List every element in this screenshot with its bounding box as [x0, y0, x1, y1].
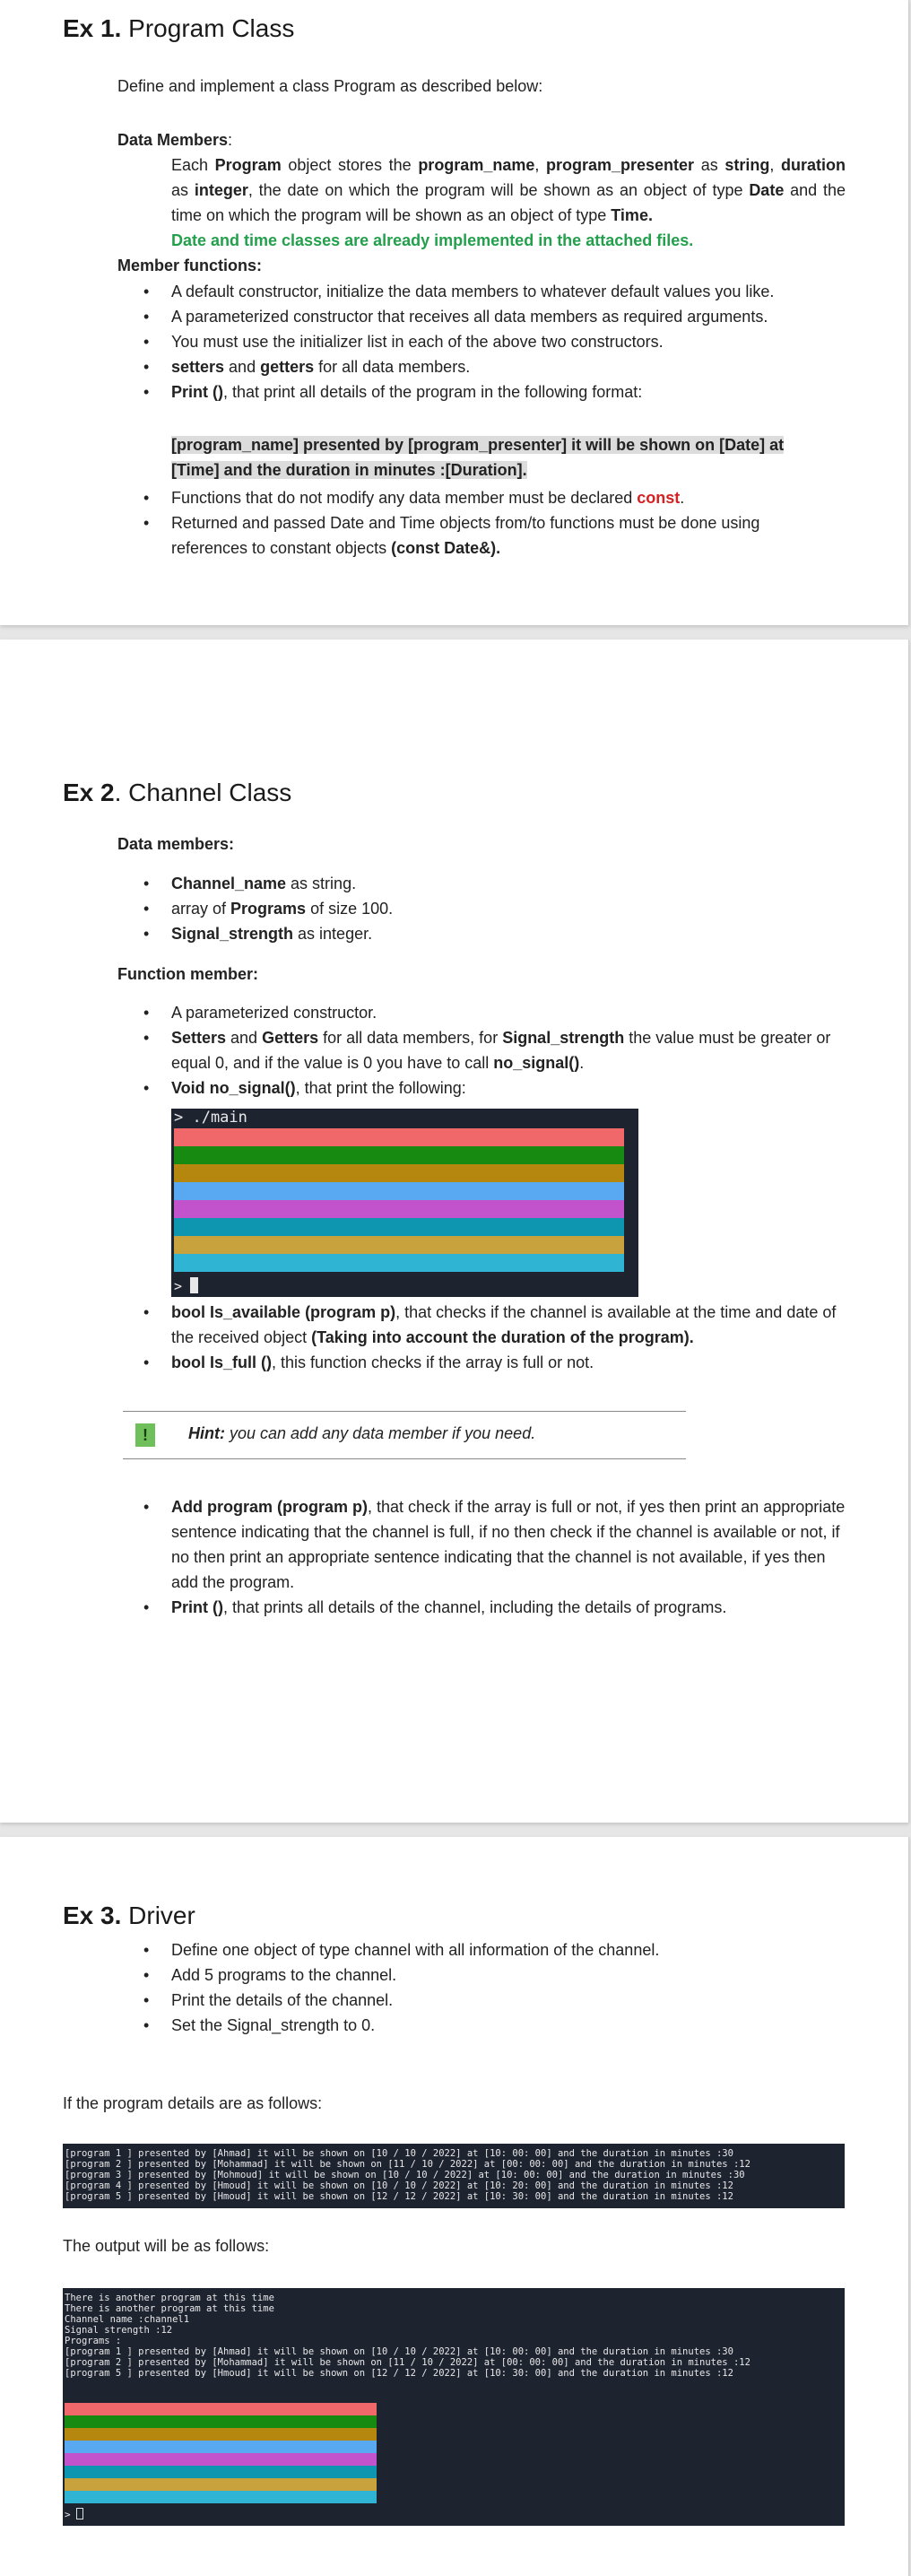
- list-item: • Set the Signal_strength to 0.: [117, 2013, 853, 2038]
- list-item: • Add 5 programs to the channel.: [117, 1962, 853, 1988]
- terminal-line: [program 5 ] presented by [Hmoud] it will be shown on [12 / 12 / 2022] at [10: 30: 00] and the duration in minutes :12: [65, 2191, 733, 2202]
- list-item: • array of Programs of size 100.: [117, 896, 853, 921]
- no-signal-terminal: [171, 1109, 638, 1297]
- list-item: • Print the details of the channel.: [117, 1988, 853, 2013]
- ex1-data-members-text: Each Program object stores the program_name, program_presenter as string, duration as integer, the date on which the program will be shown as an object of type Date and the time on which the program will be shown as an object of type Time. Date and time classes are already implemented in the attached files.: [171, 152, 846, 253]
- list-item: • bool Is_available (program p), that checks if the channel is available at the time and date of the received object (Taking into account the duration of the program).: [117, 1300, 853, 1350]
- terminal-cursor: [76, 2508, 83, 2519]
- terminal-line: [program 3 ] presented by [Mohmoud] it will be shown on [10 / 10 / 2022] at [10: 00: 00] and the duration in minutes :30: [65, 2170, 745, 2180]
- list-item: • setters and getters for all data members.: [117, 354, 853, 379]
- ex3-heading: Ex 3. Driver: [63, 1902, 195, 1929]
- ex2-heading: Ex 2. Channel Class: [63, 779, 292, 806]
- output-lines: [65, 2293, 750, 2379]
- terminal-line: [program 2 ] presented by [Mohammad] it will be shown on [11 / 10 / 2022] at [00: 00: 00] and the duration in minutes :12: [65, 2357, 750, 2368]
- page-3: [0, 1837, 909, 2576]
- color-bar: [174, 1254, 624, 1272]
- list-item: • Functions that do not modify any data member must be declared const.: [117, 485, 853, 510]
- color-bar: [65, 2441, 377, 2453]
- program-details-terminal: [63, 2144, 845, 2208]
- terminal-line: [program 1 ] presented by [Ahmad] it will be shown on [10 / 10 / 2022] at [10: 00: 00] and the duration in minutes :30: [65, 2346, 733, 2357]
- terminal-line: Signal strength :12: [65, 2325, 173, 2336]
- color-bar: [65, 2428, 377, 2441]
- list-item: • Channel_name as string.: [117, 871, 853, 896]
- hint-text: Hint: you can add any data member if you need.: [188, 1424, 536, 1442]
- ex1-print-format: [program_name] presented by [program_presenter] it will be shown on [Date] at [Time] and the duration in minutes :[Duration].: [171, 436, 785, 479]
- color-bar: [174, 1164, 624, 1182]
- ex3-output-label: The output will be as follows:: [63, 2237, 270, 2255]
- output-terminal: [63, 2288, 845, 2526]
- color-bar: [174, 1236, 624, 1254]
- terminal-line: There is another program at this time: [65, 2303, 274, 2314]
- ex2-function-list-3: [117, 1494, 853, 1620]
- list-item: • Returned and passed Date and Time objects from/to functions must be done using references to constant objects (const Date&).: [117, 510, 853, 561]
- hint-box: [123, 1411, 686, 1459]
- exclamation-icon: !: [135, 1423, 155, 1447]
- ex2-function-list-1: [117, 1000, 853, 1101]
- list-item: • You must use the initializer list in each of the above two constructors.: [117, 329, 853, 354]
- ex2-data-members-label: Data members:: [117, 835, 235, 853]
- color-bar: [65, 2466, 377, 2478]
- list-item: • Print (), that prints all details of the channel, including the details of programs.: [117, 1595, 853, 1620]
- program-details-lines: [65, 2148, 750, 2202]
- color-bar: [174, 1146, 624, 1164]
- list-item: • Signal_strength as integer.: [117, 921, 853, 946]
- color-bar: [65, 2478, 377, 2491]
- ex2-function-member-label: Function member:: [117, 965, 259, 983]
- color-bar: [174, 1218, 624, 1236]
- terminal-line: Programs :: [65, 2336, 122, 2346]
- terminal-cursor: [190, 1277, 198, 1293]
- list-item: • A parameterized constructor.: [117, 1000, 853, 1025]
- ex1-member-functions-label: Member functions:: [117, 257, 263, 274]
- color-bar: [174, 1182, 624, 1200]
- terminal-line: [program 5 ] presented by [Hmoud] it will be shown on [12 / 12 / 2022] at [10: 30: 00] and the duration in minutes :12: [65, 2368, 733, 2379]
- ex1-member-functions-list: [117, 279, 853, 405]
- list-item: • Setters and Getters for all data members, for Signal_strength the value must be greater or equal 0, and if the value is 0 you have to call no_signal().: [117, 1025, 853, 1075]
- output-color-bars: [65, 2403, 377, 2503]
- ex3-driver-list: [117, 1937, 853, 2038]
- signal-color-bars: [174, 1128, 624, 1272]
- page-2: [0, 640, 909, 1823]
- list-item: • A default constructor, initialize the data members to whatever default values you like.: [117, 279, 853, 304]
- ex3-if-details: If the program details are as follows:: [63, 2094, 323, 2112]
- list-item: • Void no_signal(), that print the following:: [117, 1075, 853, 1101]
- color-bar: [174, 1200, 624, 1218]
- list-item: • Print (), that print all details of the program in the following format:: [117, 379, 853, 405]
- terminal-line: [program 1 ] presented by [Ahmad] it will be shown on [10 / 10 / 2022] at [10: 00: 00] and the duration in minutes :30: [65, 2148, 733, 2159]
- terminal-line: [program 2 ] presented by [Mohammad] it will be shown on [11 / 10 / 2022] at [00: 00: 00] and the duration in minutes :12: [65, 2159, 750, 2170]
- ex1-heading: Ex 1. Program Class: [63, 14, 295, 42]
- color-bar: [65, 2491, 377, 2503]
- ex1-intro: Define and implement a class Program as described below:: [117, 77, 543, 95]
- ex2-data-members-list: [117, 871, 853, 946]
- ex2-function-list-2: [117, 1300, 853, 1375]
- color-bar: [65, 2403, 377, 2415]
- ex1-rules-list: [117, 485, 853, 561]
- terminal-command: > ./main: [174, 1109, 247, 1127]
- terminal-line: [program 4 ] presented by [Hmoud] it will be shown on [10 / 10 / 2022] at [10: 20: 00] and the duration in minutes :12: [65, 2180, 733, 2191]
- list-item: • bool Is_full (), this function checks if the array is full or not.: [117, 1350, 853, 1375]
- list-item: • Add program (program p), that check if the array is full or not, if yes then print an appropriate sentence indicating that the channel is full, if no then check if the channel is available or not, if no then print an appropriate sentence indicating that the channel is not available, if yes then add the program.: [117, 1494, 853, 1595]
- color-bar: [65, 2453, 377, 2466]
- list-item: • A parameterized constructor that receives all data members as required arguments.: [117, 304, 853, 329]
- color-bar: [174, 1128, 624, 1146]
- page-1: [0, 0, 909, 625]
- terminal-prompt: >: [174, 1277, 198, 1295]
- list-item: • Define one object of type channel with all information of the channel.: [117, 1937, 853, 1962]
- ex1-green-note: Date and time classes are already implemented in the attached files.: [171, 231, 694, 249]
- output-prompt: >: [65, 2508, 83, 2520]
- color-bar: [65, 2415, 377, 2428]
- ex1-data-members-label: Data Members:: [117, 131, 233, 149]
- terminal-line: Channel name :channel1: [65, 2314, 190, 2325]
- terminal-line: There is another program at this time: [65, 2293, 274, 2303]
